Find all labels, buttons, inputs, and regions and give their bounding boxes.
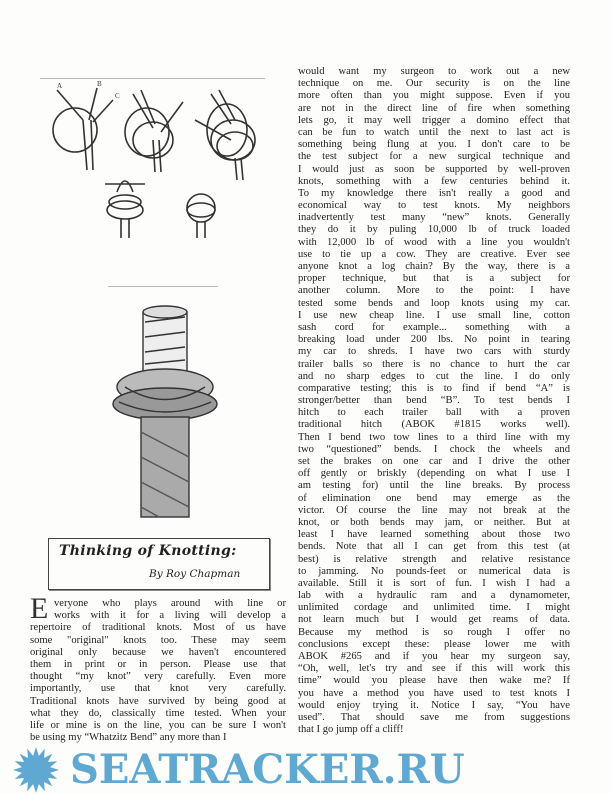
- text-line: unlimited cordage and unlimited time. I might: [298, 602, 570, 614]
- text-line: two “questioned” bends. I chock the wheels and: [298, 443, 570, 455]
- text-line: be using my “Whatzitz Bend” any more than I: [30, 732, 227, 744]
- text-line: least I have learned something about those two: [298, 529, 570, 541]
- text-line: something being flung at you. I don't care to be: [298, 139, 570, 151]
- text-line: are not in the direct line of fire when something: [298, 102, 570, 114]
- text-line: some "original" knots too. These may seem: [30, 634, 286, 646]
- text-line: am testing for) until the line breaks. By process: [298, 480, 570, 492]
- text-line: anyone knot a log chain? By the way, there is a: [298, 261, 570, 272]
- text-line: what they do, classically time tested. When your: [30, 707, 286, 719]
- text-line: more often than you might suppose. Even if you: [298, 90, 570, 102]
- text-line: available. Still it is sort of fun. I wish I had a: [298, 577, 570, 589]
- text-line: importantly, use that knot very carefully.: [30, 683, 286, 695]
- label-c: C: [115, 92, 120, 100]
- middle-divider: [108, 286, 218, 287]
- label-b: B: [97, 80, 102, 88]
- article-byline: By Roy Chapman: [149, 568, 241, 580]
- text-line: you have a method you have used to test knots I: [298, 687, 570, 699]
- text-line: veryone who plays around with line or: [54, 598, 286, 609]
- text-line: time” would you please have then wake me? If: [298, 675, 570, 687]
- text-line: technique on me. Our security is on the line: [298, 78, 570, 90]
- text-line: To my knowledge there isn't really a good and: [298, 187, 570, 199]
- text-line: traditional hitch (ABOK #1815 works well).: [298, 419, 570, 431]
- text-line: repertoire of traditional knots. Most of us have: [30, 622, 286, 634]
- text-line: not learn much but I would get reams of data.: [298, 614, 570, 626]
- knot-step-3: [195, 90, 255, 180]
- text-line: Because my method is so rough I offer no: [298, 626, 570, 638]
- text-line: of elimination one bend may emerge as the: [298, 492, 570, 504]
- text-line: original only because we haven't encountered: [30, 646, 286, 658]
- watermark: SEATRACKER.RU: [70, 746, 465, 793]
- text-line: works with it for a living will develop a: [54, 610, 286, 622]
- text-line: breaking load under 200 lbs. No point in tearing: [298, 334, 570, 346]
- text-line: to jamming. No pounds-feet or numerical data is: [298, 565, 570, 577]
- text-line: used”. That should save me from suggestions: [298, 711, 570, 723]
- text-line: they do it by puling 10,000 lb of truck loaded: [298, 224, 570, 236]
- text-line: proper technique, but that is a subject for: [298, 273, 570, 285]
- top-divider: [40, 78, 265, 79]
- text-line: hitch to each trailer ball with a proven: [298, 407, 570, 419]
- text-line: lab with a hydraulic ram and a dynamometer,: [298, 590, 570, 602]
- text-line: Then I bend two tow lines to a third line with my: [298, 431, 570, 443]
- text-line: can be fun to watch until the next to last act is: [298, 126, 570, 138]
- knot-steps-illustration: [35, 80, 275, 240]
- text-line: would enjoy trying it. Notice I say, “You have: [298, 699, 570, 711]
- text-line: trailer balls so there is no chance to hurt the car: [298, 358, 570, 370]
- text-line: that I go jump off a cliff!: [298, 724, 404, 736]
- text-line: them in print or in person. Please use that: [30, 658, 286, 670]
- text-line: tested some bends and loop knots using my car.: [298, 297, 570, 309]
- text-line: inadvertently test many “new” knots. Generally: [298, 212, 570, 224]
- text-line: set the brakes on one car and I drive the other: [298, 456, 570, 467]
- knot-finished: [187, 194, 215, 238]
- text-line: and no sharp edges to cut the line. I do only: [298, 370, 570, 382]
- knot-step-4: [105, 181, 145, 238]
- text-line: “Oh, well, let's try and see if this will work this: [298, 663, 570, 675]
- text-line: off gently or briskly (depending on what I use I: [298, 468, 570, 480]
- text-line: thought “my knot” very carefully. Even more: [30, 671, 286, 683]
- text-line: stronger/better than bend “B”. To test bends I: [298, 395, 570, 407]
- rope-knot-illustration: [105, 292, 225, 522]
- text-line: best) is relative strength and relative resistance: [298, 553, 570, 565]
- text-line: conclusions except these: please lower me with: [298, 638, 570, 650]
- text-line: victor. Of course the line may not break at the: [298, 504, 570, 516]
- article-title: Thinking of Knotting:: [59, 543, 237, 559]
- drop-cap: E: [30, 592, 49, 625]
- text-line: bends. Note that all I can get from this test (at: [298, 541, 570, 553]
- text-line: would want my surgeon to work out a new: [298, 66, 570, 77]
- article-right-column: [298, 66, 570, 736]
- text-line: my car to shreds. I have two cars with sturdy: [298, 346, 570, 358]
- knot-step-2: [125, 90, 183, 172]
- text-line: I would just as soon be supported by well-proven: [298, 163, 570, 175]
- text-line: economical way to test knots. My neighbors: [298, 200, 570, 212]
- text-line: with 12,000 lb of wood with a line you wouldn't: [298, 236, 570, 248]
- text-line: Traditional knots have survived by being good at: [30, 695, 286, 707]
- text-line: life or mine is on the line, you can be sure I won't: [30, 719, 286, 731]
- text-line: comparative testing; this is to find if bend “A” is: [298, 382, 570, 394]
- sun-logo-icon: [12, 746, 60, 794]
- article-title-box: [48, 538, 270, 590]
- text-line: I use new cheap line. I use small line, cotton: [298, 309, 570, 321]
- label-a: A: [57, 82, 63, 90]
- text-line: another column. More to the point: I have: [298, 285, 570, 297]
- text-line: sash cord for example... something with a: [298, 321, 570, 333]
- article-left-column: [30, 598, 286, 744]
- text-line: knot, or both bends may jam, or neither. But at: [298, 516, 570, 528]
- text-line: use to tie up a cow. They are creative. Ever see: [298, 248, 570, 260]
- text-line: knots, something with a few centuries behind it.: [298, 175, 570, 187]
- knot-step-1: [53, 88, 113, 170]
- text-line: lets go, it may well trigger a domino effect that: [298, 114, 570, 126]
- text-line: ABOK #265 and if you hear my surgeon say,: [298, 651, 570, 662]
- text-line: the test subject for a new surgical technique and: [298, 151, 570, 163]
